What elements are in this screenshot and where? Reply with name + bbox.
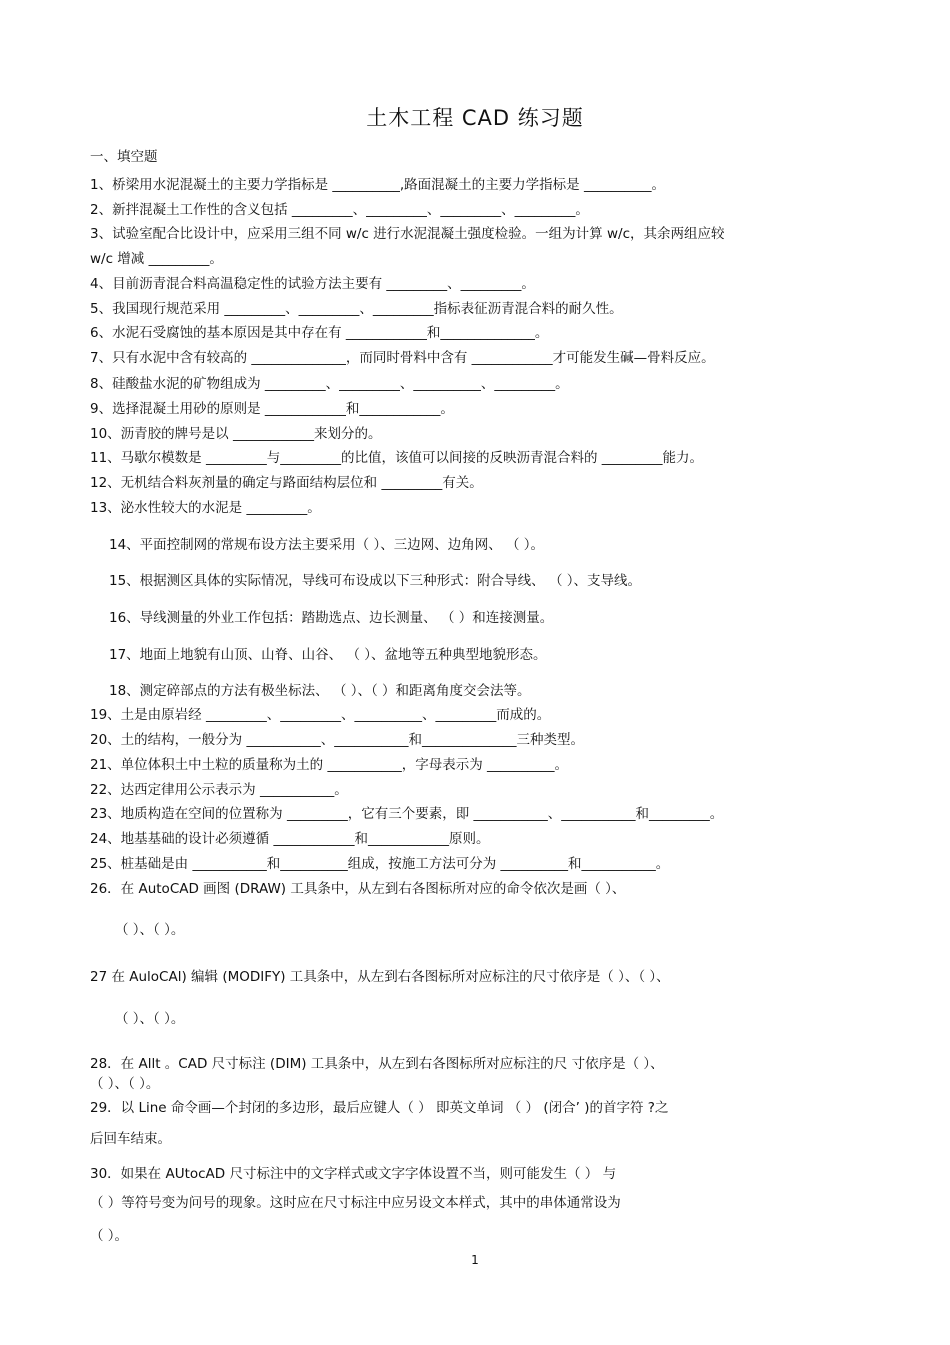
question-8: 8、硅酸盐水泥的矿物组成为 _________、_________、__________、_________。 [90,376,569,392]
question-28-cont: （ ）、（ ）。 [90,1076,160,1092]
question-29: 29．以 Line 命令画—个封闭的多边形，最后应键人（ ） 即英文单词 （ ） (闭合’ )的首字符 ?之 [90,1100,669,1116]
question-20: 20、土的结构，一般分为 ___________、___________和______________三种类型。 [90,732,584,748]
question-30: 30．如果在 AUtocAD 尺寸标注中的文字样式或文字字体设置不当，则可能发生（ ） 与 [90,1166,617,1182]
question-25: 25、桩基础是由 ___________和__________组成，按施工方法可分为 __________和___________。 [90,856,670,872]
question-2: 2、新拌混凝土工作性的含义包括 _________、_________、_________、_________。 [90,202,589,218]
question-26-cont: （ ）、（ ）。 [115,922,185,938]
question-17: 17、地面上地貌有山顶、山脊、山谷、 （ ）、盆地等五种典型地貌形态。 [109,647,547,663]
question-11: 11、马歇尔模数是 _________与_________的比值，该值可以间接的反映沥青混合料的 _________能力。 [90,450,704,466]
question-5: 5、我国现行规范采用 _________、_________、_________指标表征沥青混合料的耐久性。 [90,301,623,317]
question-27-cont: （ ）、（ ）。 [115,1011,185,1027]
question-1: 1、桥梁用水泥混凝土的主要力学指标是 __________,路面混凝土的主要力学指标是 __________。 [90,177,665,193]
question-29-cont: 后回车结束。 [90,1131,171,1147]
question-13: 13、泌水性较大的水泥是 _________。 [90,500,321,516]
question-3: 3、试验室配合比设计中，应采用三组不同 w/c 进行水泥混凝土强度检验。一组为计算 w/c，其余两组应较 [90,226,725,242]
question-15: 15、根据测区具体的实际情况，导线可布设成以下三种形式：附合导线、 （ ）、支导线。 [109,573,642,589]
question-12: 12、无机结合料灰剂量的确定与路面结构层位和 _________有关。 [90,475,483,491]
question-24: 24、地基基础的设计必须遵循 ____________和____________原则。 [90,831,490,847]
page-number: 1 [471,1253,479,1267]
question-4: 4、目前沥青混合料高温稳定性的试验方法主要有 _________、_________。 [90,276,535,292]
section-heading: 一、填空题 [90,149,158,165]
page-title: 土木工程 CAD 练习题 [366,106,584,130]
question-23: 23、地质构造在空间的位置称为 _________，它有三个要素，即 ___________、___________和_________。 [90,806,724,822]
question-26: 26．在 AutoCAD 画图 (DRAW) 工具条中，从左到右各图标所对应的命令依次是画（ ）、 [90,881,626,897]
question-3-cont: w/c 增减 _________。 [90,251,223,267]
question-14: 14、平面控制网的常规布设方法主要采用（ ）、三边网、边角网、 （ ）。 [109,537,545,553]
question-19: 19、土是由原岩经 _________、_________、__________、_________而成的。 [90,707,551,723]
question-6: 6、水泥石受腐蚀的基本原因是其中存在有 ____________和______________。 [90,325,549,341]
question-9: 9、选择混凝土用砂的原则是 ____________和____________。 [90,401,454,417]
question-7: 7、只有水泥中含有较高的 ______________，而同时骨料中含有 ____________才可能发生碱—骨料反应。 [90,350,715,366]
question-16: 16、导线测量的外业工作包括：踏勘选点、边长测量、 （ ）和连接测量。 [109,610,554,626]
question-10: 10、沥青胶的牌号是以 ____________来划分的。 [90,426,382,442]
question-22: 22、达西定律用公示表示为 ___________。 [90,782,348,798]
question-30-cont2: （ ）。 [90,1228,129,1244]
question-18: 18、测定碎部点的方法有极坐标法、 （ ）、（ ）和距离角度交会法等。 [109,683,531,699]
question-30-cont: （ ）等符号变为问号的现象。这时应在尺寸标注中应另设文本样式，其中的串体通常设为 [90,1195,621,1211]
question-21: 21、单位体积土中土粒的质量称为土的 ___________，字母表示为 __________。 [90,757,569,773]
question-28: 28．在 Allt 。CAD 尺寸标注 (DIM) 工具条中，从左到右各图标所对应标注的尺 寸依序是（ ）、 [90,1056,664,1072]
question-27: 27 在 AuloCAl) 编辑 (MODIFY) 工具条中，从左到右各图标所对应标注的尺寸依序是（ ）、（ ）、 [90,969,670,985]
